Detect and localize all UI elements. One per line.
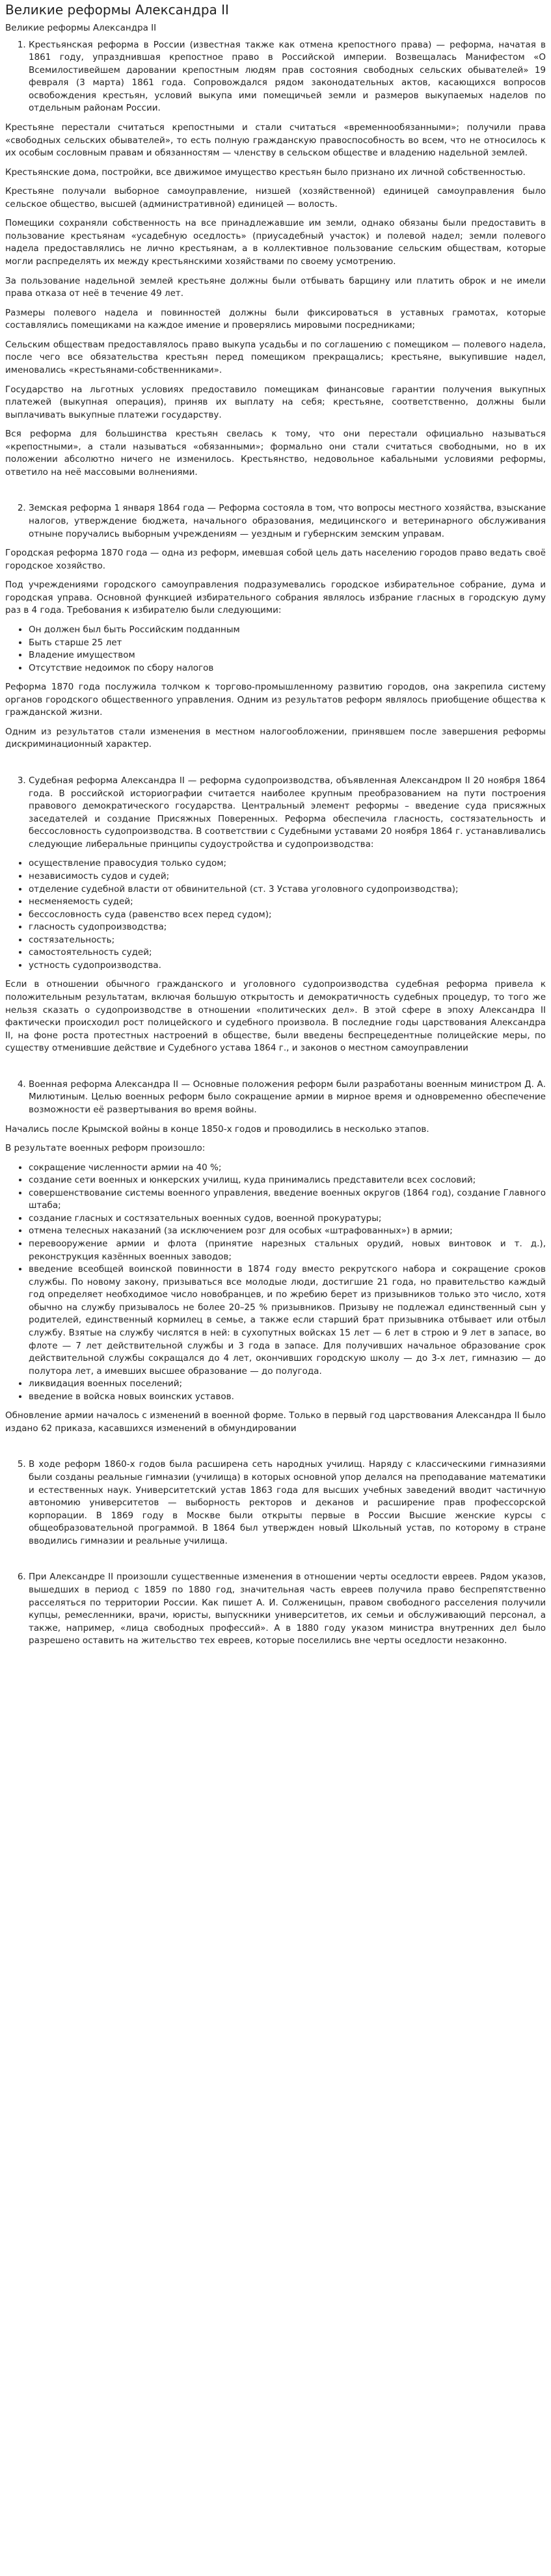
page-title: Великие реформы Александра II bbox=[5, 2, 229, 18]
paragraph: Крестьяне перестали считаться крепостными и стали считаться «временнообязанными»; получили права «свободных сельских обывателей», то есть полную гражданскую правоспособность во всем, что не относилось к их особым сословным правам и обязанностям — членству в сельском обществе и владению надельной землей. bbox=[5, 122, 546, 159]
section-spacer bbox=[5, 758, 546, 775]
list-item: • гласность судопроизводства; bbox=[29, 921, 546, 934]
paragraph: Если в отношении обычного гражданского и уголовного судопроизводства судебная реформа привела к положительным результатам, включая большую открытость и демократичность судебных процедур, то того же нельзя сказать о судопроизводстве в отношении «политических дел». В этой сфере в эпоху Александра II фактически происходил рост полицейского и судебного произвола. В последние годы царствования Александра II, на фоне роста протестных настроений в обществе, были введены беспрецедентные полицейские меры, по существу отменившие действие и Судебного устава 1864 г., и законов о местном самоуправлении bbox=[5, 979, 546, 1054]
section-education-reform bbox=[5, 1458, 546, 1548]
paragraph: Крестьяне получали выборное самоуправление, низшей (хозяйственной) единицей самоуправления было сельское общество, высшей (административной) единицей — волость. bbox=[5, 186, 546, 209]
paragraph: В результате военных реформ произошло: bbox=[5, 1143, 206, 1154]
page-subtitle: Великие реформы Александра II bbox=[5, 23, 157, 33]
numbered-list bbox=[5, 775, 546, 851]
list-item: • введение всеобщей воинской повинности в 1874 году вместо рекрутского набора и сокращение сроков службы. По новому закону, призываться все молодые люди, достигшие 21 года, но правительство каждый год определяет необходимое число новобранцев, и по жребию берет из призывников только это число, хотя обычно на службу призывалось не более 20–25 % призывников. Призыву не подлежал единственный сын у родителей, единственный кормилец в семье, а также если старший брат призывника отбывает или отбыл службу. Взятые на службу числятся в ней: в сухопутных войсках 15 лет — 6 лет в строю и 9 лет в запасе, во флоте — 7 лет действительной службы и 3 года в запасе. Для получивших начальное образование срок действительной службы сокращался до 4 лет, окончивших городскую школу — до 3-х лет, гимназию — до полутора лет, а имевших высшее образование — до полугода. bbox=[29, 1263, 546, 1378]
section-pale-of-settlement bbox=[5, 1571, 546, 1647]
list-item: • отмена телесных наказаний (за исключением розг для особых «штрафованных») в армии; bbox=[29, 1225, 546, 1238]
list-item: • отделение судебной власти от обвинительной (ст. 3 Устава уголовного судопроизводства); bbox=[29, 883, 546, 896]
paragraph: За пользование надельной землей крестьяне должны были отбывать барщину или платить оброк и не имели права отказа от неё в течение 49 лет. bbox=[5, 275, 546, 299]
list-item: • осуществление правосудия только судом; bbox=[29, 857, 546, 870]
numbered-list bbox=[5, 39, 546, 115]
section-spacer bbox=[5, 1062, 546, 1079]
list-item: • сокращение численности армии на 40 %; bbox=[29, 1162, 546, 1175]
list-item: • самостоятельность судей; bbox=[29, 946, 546, 959]
list-item: • Отсутствие недоимок по сбору налогов bbox=[29, 662, 546, 675]
list-item: • ликвидация военных поселений; bbox=[29, 1378, 546, 1391]
numbered-list bbox=[5, 1079, 546, 1117]
section-spacer bbox=[5, 1442, 546, 1458]
paragraph: Государство на льготных условиях предоставило помещикам финансовые гарантии получения выкупных платежей (выкупная операция), приняв их выплату на себя; крестьяне, соответственно, должны были выплачивать выкупные платежи государству. bbox=[5, 384, 546, 420]
list-item: 4. Военная реформа Александра II — Основные положения реформ были разработаны военным министром Д. А. Милютиным. Целью военных реформ было сокращение армии в мирное время и одновременно обеспечение возможности её развертывания во время войны. bbox=[29, 1079, 546, 1117]
list-item: • Быть старше 25 лет bbox=[29, 637, 546, 650]
paragraph: Помещики сохраняли собственность на все принадлежавшие им земли, однако обязаны были предоставить в пользование крестьянам «усадебную оседлость» (приусадебный участок) и полевой надел; земли полевого надела предоставлялись не лично крестьянам, а в коллективное пользование сельским обществам, которые могли распределять их между крестьянскими хозяйствами по своему усмотрению. bbox=[5, 218, 546, 267]
voter-requirements-list bbox=[5, 624, 546, 675]
paragraph: Городская реформа 1870 года — одна из реформ, имевшая собой цель дать населению городов право ведать своё городское хозяйство. bbox=[5, 548, 546, 571]
list-item: • устность судопроизводства. bbox=[29, 959, 546, 973]
section-peasant-reform bbox=[5, 39, 546, 479]
paragraph: Обновление армии началось с изменений в военной форме. Только в первый год царствования Александра II было издано 62 приказа, касавшихся изменений в обмундировании bbox=[5, 1410, 546, 1434]
paragraph: Сельским обществам предоставлялось право выкупа усадьбы и по соглашению с помещиком — полевого надела, после чего все обязательства крестьян перед помещиком прекращались; крестьяне, выкупившие надел, именовались «крестьянами-собственниками». bbox=[5, 339, 546, 375]
list-item: • совершенствование системы военного управления, введение военных округов (1864 год), создание Главного штаба; bbox=[29, 1187, 546, 1213]
list-item: • создание гласных и состязательных военных судов, военной прокуратуры; bbox=[29, 1213, 546, 1226]
section-judicial-reform bbox=[5, 775, 546, 1055]
paragraph: Под учреждениями городского самоуправления подразумевались городское избирательное собрание, дума и городская управа. Основной функцией избирательного собрания являлось избрание гласных в городскую думу раз в 4 года. Требования к избирателю были следующими: bbox=[5, 580, 546, 616]
section-spacer bbox=[5, 485, 546, 502]
principles-list bbox=[5, 857, 546, 972]
list-item: • состязательность; bbox=[29, 934, 546, 947]
military-results-list bbox=[5, 1162, 546, 1404]
numbered-list bbox=[5, 502, 546, 541]
numbered-list bbox=[5, 1458, 546, 1548]
list-item: • несменяемость судей; bbox=[29, 896, 546, 909]
list-item: • введение в войска новых воинских уставов. bbox=[29, 1391, 546, 1404]
section-spacer bbox=[5, 1554, 546, 1571]
list-item: • независимость судов и судей; bbox=[29, 870, 546, 883]
list-item: 1. Крестьянская реформа в России (известная также как отмена крепостного права) — реформа, начатая в 1861 году, упразднившая крепостное право в Российской империи. Возвещалась Манифестом «О Всемилостивейшем даровании крепостным людям прав состояния свободных сельских обывателей» 19 февраля (3 марта) 1861 года. Сопровождался рядом законодательных актов, касающихся вопросов освобождения крестьян, условий выкупа ими помещичьей земли и размеров выкупаемых наделов по отдельным районам России. bbox=[29, 39, 546, 115]
list-item: 3. Судебная реформа Александра II — реформа судопроизводства, объявленная Александром II 20 ноября 1864 года. В российской историографии считается наиболее крупным преобразованием на пути построения правового демократического государства. Центральный элемент реформы – введение суда присяжных заседателей и создание Присяжных Поверенных. Реформа обеспечила гласность, состязательность и бессословность судопроизводства. В соответствии с Судебными уставами 20 ноября 1864 г. устанавливались следующие либеральные принципы судоустройства и судопроизводства: bbox=[29, 775, 546, 851]
paragraph: Вся реформа для большинства крестьян свелась к тому, что они перестали официально называться «крепостными», а стали называться «обязанными»; формально они стали считаться свободными, но в их положении абсолютно ничего не изменилось. Крестьянство, недовольное кабальными условиями реформы, ответило на неё массовыми волнениями. bbox=[5, 429, 546, 477]
numbered-list bbox=[5, 1571, 546, 1647]
list-item: • бессословность суда (равенство всех перед судом); bbox=[29, 909, 546, 922]
list-item: • Владение имуществом bbox=[29, 649, 546, 662]
paragraph: Начались после Крымской войны в конце 1850-х годов и проводились в несколько этапов. bbox=[5, 1123, 429, 1134]
list-item: • создание сети военных и юнкерских училищ, куда принимались представители всех сословий; bbox=[29, 1174, 546, 1187]
section-zemstvo-reform bbox=[5, 502, 546, 751]
paragraph: Реформа 1870 года послужила толчком к торгово-промышленному развитию городов, она закрепила систему органов городского общественного управления. Одним из результатов реформ являлось приобщение общества к гражданской жизни. bbox=[5, 682, 546, 718]
list-item: • перевооружение армии и флота (принятие нарезных стальных орудий, новых винтовок и т. д.), реконструкция казённых военных заводов; bbox=[29, 1238, 546, 1263]
list-item: 2. Земская реформа 1 января 1864 года — Реформа состояла в том, что вопросы местного хозяйства, взыскание налогов, утверждение бюджета, начального образования, медицинского и ветеринарного обслуживания отныне поручались выборным учреждениям — уездным и губернским земским управам. bbox=[29, 502, 546, 541]
paragraph: Размеры полевого надела и повинностей должны были фиксироваться в уставных грамотах, которые составлялись помещиками на каждое имение и проверялись мировыми посредниками; bbox=[5, 307, 546, 331]
list-item: 5. В ходе реформ 1860-х годов была расширена сеть народных училищ. Наряду с классическими гимназиями были созданы реальные гимназии (училища) в которых основной упор делался на преподавание математики и естественных наук. Университетский устав 1863 года для высших учебных заведений вводит частичную автономию университетов — выборность ректоров и деканов и расширение прав профессорской корпорации. В 1869 году в Москве были открыты первые в России Высшие женские курсы с общеобразовательной программой. В 1864 был утвержден новый Школьный устав, по которому в стране вводились гимназии и реальные училища. bbox=[29, 1458, 546, 1548]
list-item: 6. При Александре II произошли существенные изменения в отношении черты оседлости евреев. Рядом указов, вышедших в период с 1859 по 1880 год, значительная часть евреев получила право беспрепятственно расселяться по территории России. Как пишет А. И. Солженицын, правом свободного расселения получили купцы, ремесленники, врачи, юристы, выпускники университетов, их семьи и обслуживающий персонал, а также, например, «лица свободных профессий». А в 1880 году указом министра внутренних дел было разрешено оставить на жительство тех евреев, которые поселились вне черты оседлости незаконно. bbox=[29, 1571, 546, 1647]
paragraph: Крестьянские дома, постройки, все движимое имущество крестьян было признано их личной собственностью. bbox=[5, 167, 526, 178]
list-item: • Он должен был быть Российским подданным bbox=[29, 624, 546, 637]
paragraph: Одним из результатов стали изменения в местном налогообложении, принявшем после завершения реформы дискриминационный характер. bbox=[5, 726, 546, 750]
section-military-reform bbox=[5, 1079, 546, 1436]
